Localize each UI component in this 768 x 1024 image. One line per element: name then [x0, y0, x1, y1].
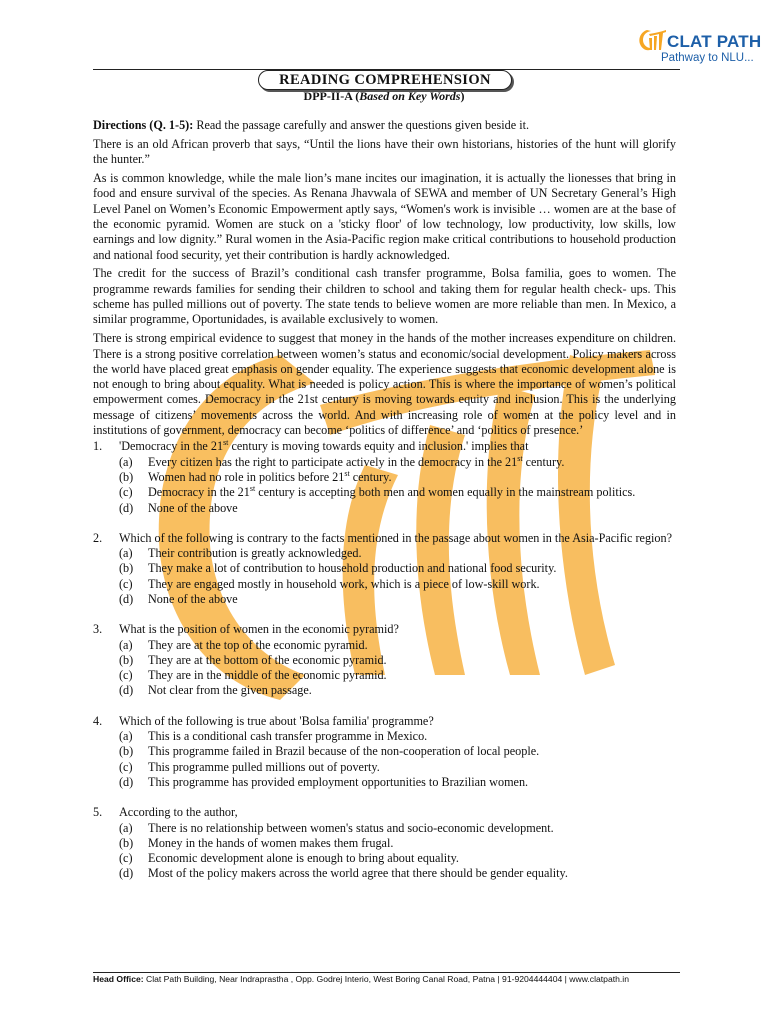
- option-c[interactable]: [119, 577, 676, 592]
- option-d[interactable]: [119, 592, 676, 607]
- option-d[interactable]: [119, 501, 676, 516]
- option-text: This programme pulled millions out of poverty.: [148, 759, 380, 774]
- superscript: st: [517, 453, 523, 463]
- option-a[interactable]: [119, 638, 676, 653]
- option-text: They make a lot of contribution to household production and national food security.: [148, 561, 557, 576]
- option-label: (c): [119, 851, 133, 866]
- question-5: [93, 805, 676, 881]
- footer-divider: [93, 972, 680, 973]
- option-text: Money in the hands of women makes them frugal.: [148, 835, 394, 850]
- option-text: None of the above: [148, 500, 238, 515]
- option-label: (a): [119, 637, 133, 652]
- option-label: (a): [119, 820, 133, 835]
- option-label: (d): [119, 866, 134, 881]
- option-text-part: Every citizen has the right to participate actively in the democracy in the 21: [148, 454, 518, 469]
- option-c[interactable]: [119, 851, 676, 866]
- option-label: (c): [119, 576, 133, 591]
- option-text: They are engaged mostly in household work, which is a piece of low-skill work.: [148, 576, 540, 591]
- option-text: Most of the policy makers across the world agree that there should be gender equality.: [148, 866, 568, 881]
- option-b[interactable]: [119, 836, 676, 851]
- option-text: Their contribution is greatly acknowledged.: [148, 546, 362, 561]
- option-b[interactable]: [119, 470, 676, 485]
- option-label: (b): [119, 561, 134, 576]
- question-text: [119, 439, 676, 454]
- option-label: (b): [119, 652, 134, 667]
- option-a[interactable]: [119, 729, 676, 744]
- option-label: (d): [119, 591, 134, 606]
- option-text: [148, 455, 676, 470]
- option-c[interactable]: [119, 485, 676, 500]
- option-text: [148, 485, 676, 500]
- subtitle-italic: Based on Key Words: [359, 89, 461, 103]
- question-text: Which of the following is true about 'Bolsa familia' programme?: [119, 713, 434, 728]
- option-label: (c): [119, 668, 133, 683]
- option-text: This programme failed in Brazil because of the non-cooperation of local people.: [148, 744, 540, 759]
- passage-paragraph: As is common knowledge, while the male lion’s mane incites our imagination, it is actually the lionesses that bring in food and ensure survival of the species. As Renana Jhavwala of SEWA and member of UN Secretary General’s High Level Panel on Women’s Economic Empowerment aptly says, “Women's work is invisible … women are at the base of the economic pyramid. Women are stuck on a 'sticky floor' of low technology, low productivity, low skills, low earnings and low dignity.” Rural women in the Asia-Pacific region make critical contributions to household production and national food security, yet their contribution is hardly acknowledged.: [93, 171, 676, 262]
- title-box: [258, 70, 512, 90]
- question-text: What is the position of women in the economic pyramid?: [119, 622, 399, 637]
- subtitle-suffix: ): [460, 89, 465, 103]
- question-number: 1.: [93, 439, 103, 454]
- option-text: This is a conditional cash transfer programme in Mexico.: [148, 729, 428, 744]
- clat-path-logo-icon: [637, 28, 667, 52]
- option-d[interactable]: [119, 683, 676, 698]
- option-text: There is no relationship between women's status and socio-economic development.: [148, 820, 554, 835]
- question-1: [93, 439, 676, 515]
- option-label: (d): [119, 683, 134, 698]
- question-text: According to the author,: [119, 805, 238, 820]
- passage-paragraph: There is an old African proverb that says, “Until the lions have their own historians, histories of the hunt will glorify the hunter.”: [93, 136, 676, 167]
- option-label: (d): [119, 774, 134, 789]
- superscript: st: [249, 484, 256, 494]
- question-text-part: century is moving towards equity and inclusion.' implies that: [228, 439, 529, 454]
- clat-path-logo: [637, 28, 768, 70]
- option-label: (b): [119, 744, 134, 759]
- question-number: 2.: [93, 530, 103, 545]
- option-label: (a): [119, 546, 133, 561]
- option-label: (b): [119, 469, 134, 484]
- option-text: This programme has provided employment opportunities to Brazilian women.: [148, 774, 529, 789]
- option-text: [148, 470, 676, 485]
- question-number: 5.: [93, 805, 103, 820]
- question-4: [93, 714, 676, 790]
- superscript: st: [223, 438, 229, 448]
- superscript: st: [344, 468, 350, 478]
- page-footer: [93, 968, 680, 986]
- option-label: (c): [119, 485, 133, 500]
- option-b[interactable]: [119, 561, 676, 576]
- page-subtitle: [0, 89, 768, 104]
- option-d[interactable]: [119, 775, 676, 790]
- main-content: [93, 118, 676, 882]
- option-label: (c): [119, 759, 133, 774]
- passage-paragraph: The credit for the success of Brazil’s conditional cash transfer programme, Bolsa familia, goes to women. The programme rewards families for sending their children to school and taking them for regular health check- ups. This scheme has pulled millions out of poverty. The state tends to believe women are more reliable than men. In Mexico, a similar programme, Oportunidades, is available exclusively to women.: [93, 266, 676, 327]
- option-text: None of the above: [148, 591, 238, 606]
- directions-text: Read the passage carefully and answer the questions given beside it.: [193, 118, 530, 132]
- option-b[interactable]: [119, 653, 676, 668]
- option-text-part: century.: [522, 454, 565, 469]
- page-header: [93, 0, 762, 70]
- option-a[interactable]: [119, 546, 676, 561]
- directions-label: Directions (Q. 1-5):: [93, 118, 194, 132]
- option-a[interactable]: [119, 821, 676, 836]
- question-number: 3.: [93, 622, 103, 637]
- option-d[interactable]: [119, 866, 676, 881]
- question-text-part: 'Democracy in the 21: [119, 439, 224, 454]
- question-3: [93, 622, 676, 698]
- option-label: (a): [119, 454, 133, 469]
- option-text: They are at the top of the economic pyramid.: [148, 637, 368, 652]
- brand-tagline: Pathway to NLU...: [661, 52, 754, 64]
- option-c[interactable]: [119, 668, 676, 683]
- footer-text: Clat Path Building, Near Indraprastha , Opp. Godrej Interio, West Boring Canal Road, Patna | 91-9204444404 | www.clatpath.in: [143, 974, 629, 984]
- option-b[interactable]: [119, 744, 676, 759]
- option-label: (a): [119, 729, 133, 744]
- footer-label: Head Office:: [93, 974, 144, 984]
- option-text: They are at the bottom of the economic pyramid.: [148, 652, 387, 667]
- question-number: 4.: [93, 713, 103, 728]
- option-text-part: century.: [349, 469, 392, 484]
- brand-name: CLAT PATH: [667, 32, 762, 51]
- directions: [93, 118, 676, 133]
- question-text: Which of the following is contrary to the facts mentioned in the passage about women in the Asia-Pacific region?: [119, 530, 673, 545]
- option-text-part: Women had no role in politics before 21: [148, 469, 345, 484]
- subtitle-prefix: DPP-II-A (: [303, 89, 360, 103]
- option-a[interactable]: [119, 455, 676, 470]
- option-text: Economic development alone is enough to bring about equality.: [148, 851, 459, 866]
- option-c[interactable]: [119, 760, 676, 775]
- option-text-part: Democracy in the 21: [148, 485, 250, 500]
- page-title: READING COMPREHENSION: [279, 72, 491, 88]
- footer-address: [93, 974, 629, 984]
- passage-paragraph: There is strong empirical evidence to suggest that money in the hands of the mother increases expenditure on children. There is a strong positive correlation between women’s status and economic/social development. Policy makers across the world have placed great emphasis on gender equality. The experience suggests that economic development alone is not enough to bring about equality. What is needed is policy action. This is where the importance of women’s political empowerment comes. Democracy in the 21st century is moving towards equity and inclusion. This is the underlying message of citizens’ movements across the world. And with increasing role of women at the policy level and in institutions of government, democracy can become ‘politics of difference’ and ‘politics of presence.’: [93, 331, 676, 438]
- option-text: They are in the middle of the economic pyramid.: [148, 668, 387, 683]
- option-text-part: century is accepting both men and women equally in the mainstream politics.: [255, 485, 636, 500]
- option-text: Not clear from the given passage.: [148, 683, 312, 698]
- option-label: (d): [119, 500, 134, 515]
- option-label: (b): [119, 835, 134, 850]
- question-2: [93, 531, 676, 607]
